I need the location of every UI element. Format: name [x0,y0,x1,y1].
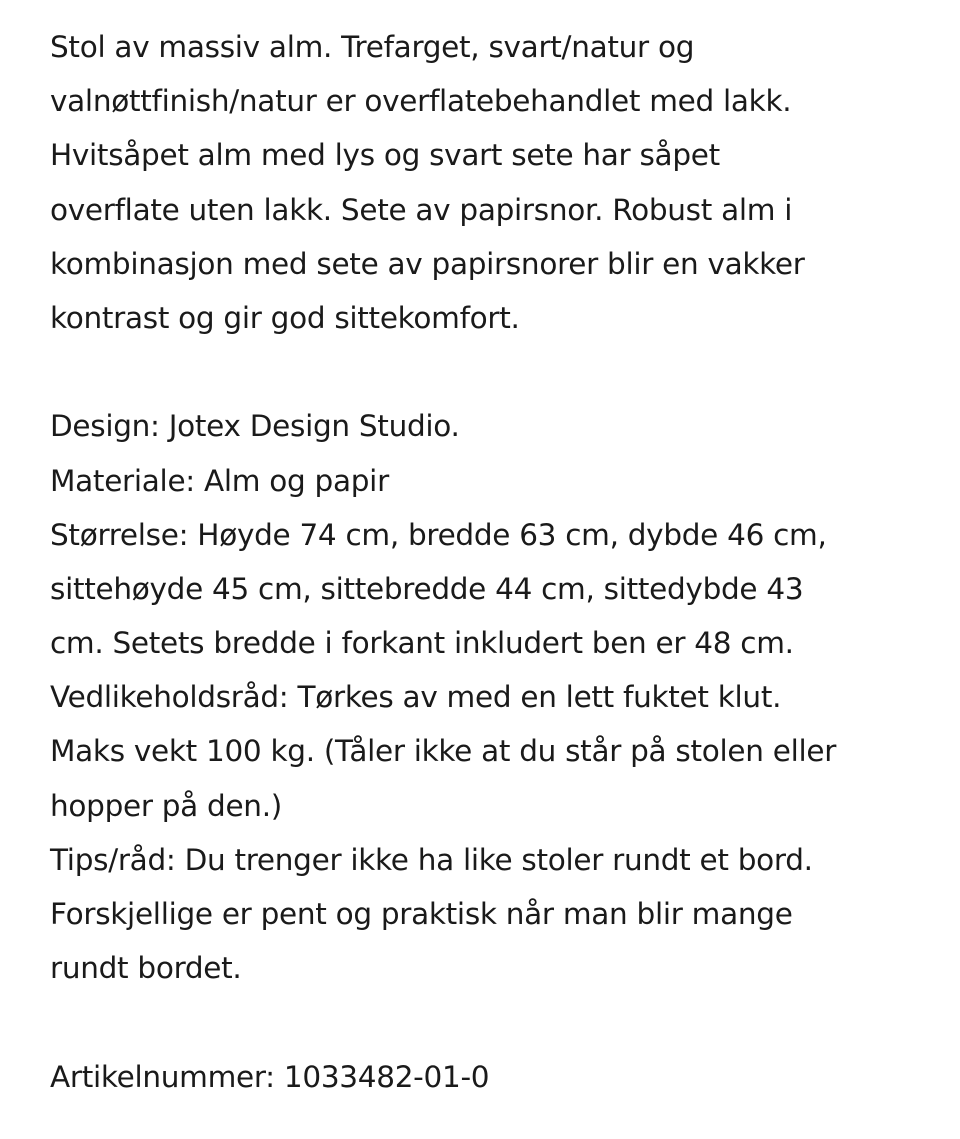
paragraph-spacer [50,345,930,399]
details-line: Maks vekt 100 kg. (Tåler ikke at du står på stolen eller [50,734,837,769]
details-line: Størrelse: Høyde 74 cm, bredde 63 cm, dybde 46 cm, [50,517,827,552]
details-paragraph [50,399,930,995]
description-line: Stol av massiv alm. Trefarget, svart/natur og [50,30,695,64]
details-line: sittehøyde 45 cm, sittebredde 44 cm, sittedybde 43 [50,571,804,606]
details-line: Tips/råd: Du trenger ikke ha like stoler rundt et bord. [50,842,813,877]
details-line: Design: Jotex Design Studio. [50,409,460,444]
details-line: cm. Setets bredde i forkant inkludert ben er 48 cm. [50,626,794,661]
description-line: Hvitsåpet alm med lys og svart sete har såpet [50,138,720,173]
paragraph-spacer [50,995,930,1049]
details-line: rundt bordet. [50,951,242,986]
details-line: hopper på den.) [50,788,282,823]
details-line: Materiale: Alm og papir [50,463,389,498]
details-line: Forskjellige er pent og praktisk når man blir mange [50,897,793,931]
details-line: Vedlikeholdsråd: Tørkes av med en lett fuktet klut. [50,680,782,715]
article-number: Artikelnummer: 1033482-01-0 [50,1059,490,1094]
description-line: valnøttfinish/natur er overflatebehandlet med lakk. [50,84,792,119]
description-paragraph [50,20,930,345]
product-description-text [50,20,930,1104]
description-line: kontrast og gir god sittekomfort. [50,300,520,335]
description-line: kombinasjon med sete av papirsnorer blir en vakker [50,246,805,281]
description-line: overflate uten lakk. Sete av papirsnor. Robust alm i [50,192,793,227]
